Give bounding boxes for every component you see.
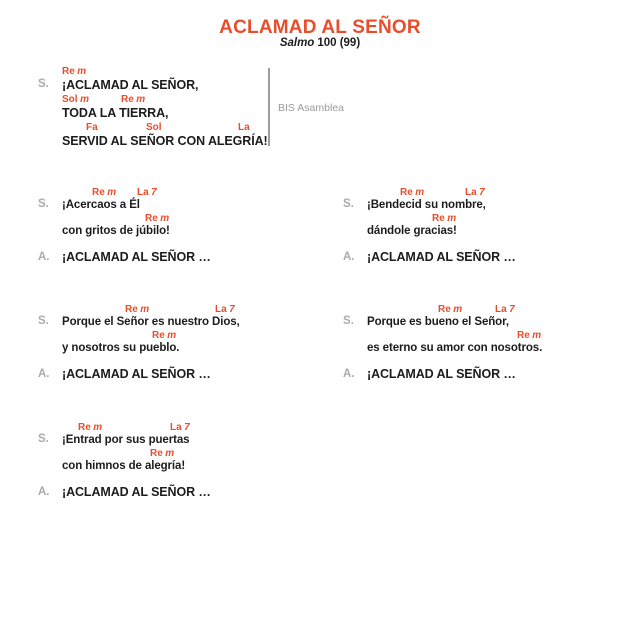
refrain-block xyxy=(38,66,344,150)
chord xyxy=(495,304,515,316)
bis-asamblea-label: BIS Asamblea xyxy=(278,102,344,114)
chord xyxy=(121,94,145,106)
chord xyxy=(145,213,169,225)
verse-lines xyxy=(62,304,240,356)
chord-line xyxy=(367,330,542,342)
lyric-line: y nosotros su pueblo. xyxy=(62,342,180,354)
chord-line xyxy=(62,330,240,342)
chord-suffix: m xyxy=(80,94,89,105)
chord-line xyxy=(62,422,211,434)
chord-line xyxy=(367,304,542,316)
chord xyxy=(150,448,174,460)
chord-suffix: m xyxy=(453,304,463,315)
assembly-response xyxy=(38,485,211,501)
verse-lines xyxy=(62,422,211,474)
lyric-line: con gritos de júbilo! xyxy=(62,225,170,237)
chord-root: La xyxy=(170,422,182,433)
lyric-line: es eterno su amor con nosotros. xyxy=(367,342,543,354)
chord xyxy=(137,187,157,199)
subtitle-psalm-number: 100 (99) xyxy=(317,37,361,49)
lyric-line: Porque el Señor es nuestro Dios, xyxy=(62,316,240,328)
chord-suffix: m xyxy=(167,330,177,341)
assembly-response xyxy=(38,250,211,266)
chord-line xyxy=(62,304,240,316)
soloist-label: S. xyxy=(38,198,49,210)
assembly-response xyxy=(343,367,542,383)
assembly-label: A. xyxy=(38,486,50,498)
chord-root: Re xyxy=(438,304,451,315)
lyric-line: ¡ACLAMAD AL SEÑOR, xyxy=(62,78,199,92)
chord-root: Re xyxy=(152,330,165,341)
chord-root: Re xyxy=(78,422,91,433)
song-title: ACLAMAD AL SEÑOR xyxy=(219,17,421,38)
chord-suffix: m xyxy=(532,330,542,341)
chord xyxy=(146,122,162,134)
chord-root: La xyxy=(465,187,477,198)
assembly-response xyxy=(38,367,240,383)
chord-suffix: m xyxy=(93,422,103,433)
chord xyxy=(432,213,456,225)
chord-suffix: m xyxy=(107,187,117,198)
chord-suffix: m xyxy=(77,66,87,77)
chord-line xyxy=(62,187,211,199)
chord-line xyxy=(367,187,516,199)
chord-root: Re xyxy=(145,213,158,224)
verse-block xyxy=(38,422,211,501)
lyric-line: ¡Acercaos a Él xyxy=(62,199,140,211)
chord-suffix: m xyxy=(136,94,146,105)
chord xyxy=(465,187,485,199)
lyric-line: dándole gracias! xyxy=(367,225,457,237)
chord-root: Re xyxy=(432,213,445,224)
refrain-lines xyxy=(62,66,268,150)
chord-line xyxy=(62,94,268,106)
chord-suffix: 7 xyxy=(229,304,235,315)
chord-root: Sol xyxy=(146,122,162,133)
chord-suffix: m xyxy=(415,187,425,198)
chord xyxy=(400,187,424,199)
chord-root: Sol xyxy=(62,94,78,105)
chord xyxy=(86,122,98,134)
verse-lines xyxy=(367,187,516,239)
chord-root: Re xyxy=(125,304,138,315)
soloist-label: S. xyxy=(38,78,49,90)
chord xyxy=(215,304,235,316)
lyric-line: con himnos de alegría! xyxy=(62,460,186,472)
chord-root: Re xyxy=(150,448,163,459)
chord-suffix: m xyxy=(140,304,150,315)
assembly-label: A. xyxy=(343,368,355,380)
verse-lines xyxy=(367,304,542,356)
subtitle-psalm-word: Salmo xyxy=(279,37,315,49)
chord-suffix: 7 xyxy=(151,187,157,198)
soloist-label: S. xyxy=(343,198,354,210)
refrain-reference: ¡ACLAMAD AL SEÑOR … xyxy=(62,367,211,381)
lyric-line: Porque es bueno el Señor, xyxy=(367,316,509,328)
lyric-line: TODA LA TIERRA, xyxy=(62,106,169,120)
refrain-reference: ¡ACLAMAD AL SEÑOR … xyxy=(367,250,516,264)
assembly-label: A. xyxy=(38,251,50,263)
chord-suffix: m xyxy=(447,213,457,224)
chord xyxy=(62,66,86,78)
verse-block xyxy=(343,304,542,383)
refrain-reference: ¡ACLAMAD AL SEÑOR … xyxy=(62,485,211,499)
chord-line xyxy=(62,448,211,460)
refrain-reference: ¡ACLAMAD AL SEÑOR … xyxy=(367,367,516,381)
chord-root: La xyxy=(215,304,227,315)
assembly-label: A. xyxy=(38,368,50,380)
chord-line xyxy=(62,66,268,78)
song-subtitle xyxy=(0,38,640,50)
chord-suffix: m xyxy=(160,213,170,224)
chord-suffix: 7 xyxy=(184,422,190,433)
chord-root: Fa xyxy=(86,122,98,133)
chord-root: Re xyxy=(400,187,413,198)
chord-suffix: 7 xyxy=(509,304,515,315)
chord xyxy=(62,94,89,106)
chord xyxy=(170,422,190,434)
refrain-reference: ¡ACLAMAD AL SEÑOR … xyxy=(62,250,211,264)
chord xyxy=(78,422,102,434)
chord xyxy=(438,304,462,316)
verse-block xyxy=(38,304,240,383)
bis-divider-line xyxy=(268,68,270,146)
chord-root: Re xyxy=(121,94,134,105)
verse-lines xyxy=(62,187,211,239)
lyric-line: ¡Bendecid su nombre, xyxy=(367,199,486,211)
chord-root: La xyxy=(238,122,250,133)
lyric-line: SERVID AL SEÑOR CON ALEGRÍA! xyxy=(62,134,268,148)
chord-root: La xyxy=(495,304,507,315)
chord-line xyxy=(62,122,268,134)
verse-block xyxy=(38,187,211,266)
soloist-label: S. xyxy=(38,433,49,445)
chord-line xyxy=(367,213,516,225)
chord-root: Re xyxy=(62,66,75,77)
assembly-response xyxy=(343,250,516,266)
chord-root: Re xyxy=(517,330,530,341)
chord-root: La xyxy=(137,187,149,198)
chord-root: Re xyxy=(92,187,105,198)
chord-suffix: 7 xyxy=(479,187,485,198)
chord xyxy=(125,304,149,316)
chord-suffix: m xyxy=(165,448,175,459)
chord-line xyxy=(62,213,211,225)
chord xyxy=(517,330,541,342)
chord xyxy=(92,187,116,199)
soloist-label: S. xyxy=(343,315,354,327)
verse-block xyxy=(343,187,516,266)
assembly-label: A. xyxy=(343,251,355,263)
chord xyxy=(152,330,176,342)
lyric-line: ¡Entrad por sus puertas xyxy=(62,434,190,446)
soloist-label: S. xyxy=(38,315,49,327)
chord xyxy=(238,122,250,134)
